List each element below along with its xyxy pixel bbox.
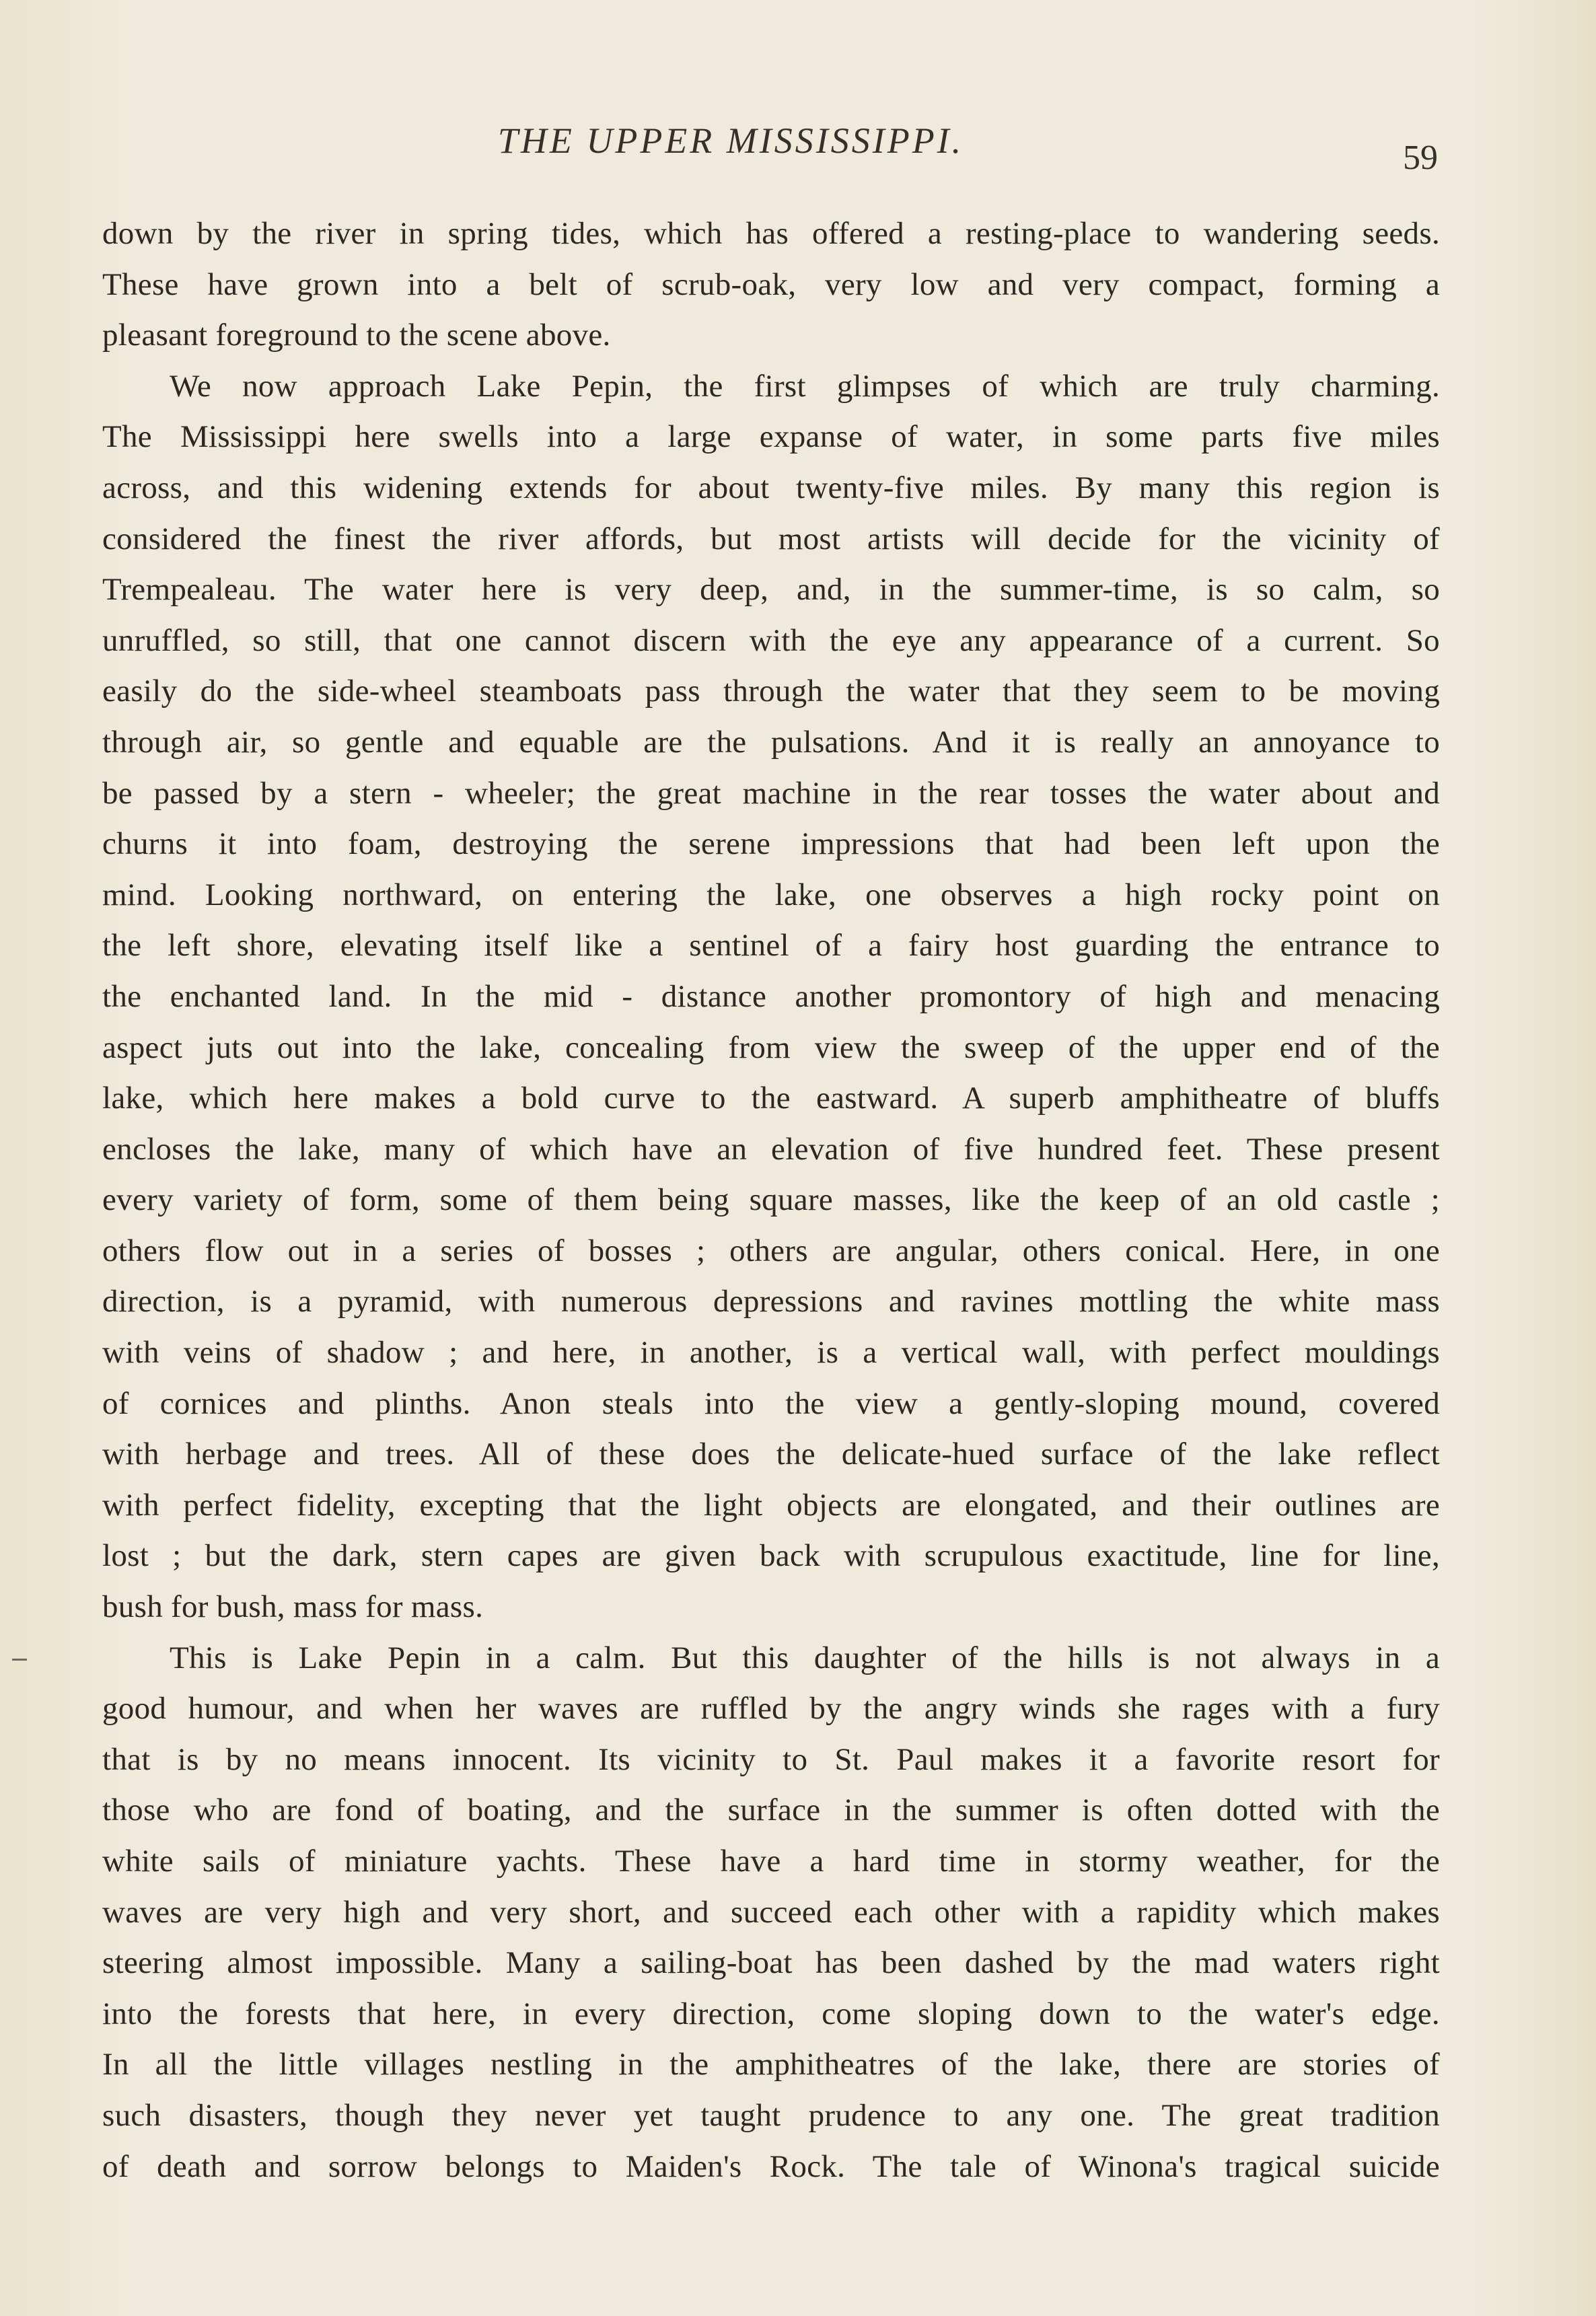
text-line: churns it into foam, destroying the serene impressions that had been left upon the [102,826,1440,862]
text-line: considered the finest the river affords, but most artists will decide for the vicinity of [102,521,1440,556]
text-line: that is by no means innocent. Its vicinity to St. Paul makes it a favorite resort for [102,1741,1440,1777]
text-line: white sails of miniature yachts. These have a hard time in stormy weather, for the [102,1844,1440,1879]
text-line: encloses the lake, many of which have an elevation of five hundred feet. These present [102,1131,1440,1167]
text-line: those who are fond of boating, and the surface in the summer is often dotted with the [102,1793,1440,1828]
running-head-title: THE UPPER MISSISSIPPI. [497,120,964,161]
text-line: We now approach Lake Pepin, the first glimpses of which are truly charming. [170,368,1440,404]
text-line: unruffled, so still, that one cannot discern with the eye any appearance of a current. So [102,622,1440,658]
text-line: others flow out in a series of bosses ; others are angular, others conical. Here, in one [102,1233,1440,1268]
body-text [102,209,1440,2192]
text-line: mind. Looking northward, on entering the lake, one observes a high rocky point on [102,877,1440,912]
text-line: pleasant foreground to the scene above. [102,318,611,353]
text-line: In all the little villages nestling in the amphitheatres of the lake, there are stories of [102,2047,1440,2083]
text-line: The Mississippi here swells into a large expanse of water, in some parts five miles [102,419,1440,455]
text-line: good humour, and when her waves are ruffled by the angry winds she rages with a fury [102,1691,1440,1727]
text-line: This is Lake Pepin in a calm. But this daughter of the hills is not always in a [170,1640,1440,1675]
text-line: across, and this widening extends for about twenty-five miles. By many this region is [102,470,1440,505]
text-line: waves are very high and very short, and succeed each other with a rapidity which makes [102,1894,1440,1930]
running-head [0,120,1596,161]
text-line: steering almost impossible. Many a sailing-boat has been dashed by the mad waters right [102,1945,1440,1981]
text-line: These have grown into a belt of scrub-oak, very low and very compact, forming a [102,266,1440,302]
text-line: the enchanted land. In the mid - distance another promontory of high and menacing [102,978,1440,1014]
text-line: every variety of form, some of them being square masses, like the keep of an old castle ; [102,1182,1440,1218]
text-line: the left shore, elevating itself like a sentinel of a fairy host guarding the entrance to [102,928,1440,964]
margin-mark [12,1659,27,1661]
text-line: with perfect fidelity, excepting that the light objects are elongated, and their outlines are [102,1487,1440,1523]
text-line: with veins of shadow ; and here, in another, is a vertical wall, with perfect mouldings [102,1335,1440,1371]
text-line: such disasters, though they never yet taught prudence to any one. The great tradition [102,2097,1440,2133]
text-line: bush for bush, mass for mass. [102,1589,484,1625]
text-line: direction, is a pyramid, with numerous depressions and ravines mottling the white mass [102,1284,1440,1319]
text-line: lost ; but the dark, stern capes are given back with scrupulous exactitude, line for line, [102,1538,1440,1574]
text-line: Trempealeau. The water here is very deep, and, in the summer-time, is so calm, so [102,572,1440,608]
text-line: of cornices and plinths. Anon steals into the view a gently-sloping mound, covered [102,1385,1440,1421]
text-line: into the forests that here, in every direction, come sloping down to the water's edge. [102,1996,1440,2031]
text-line: with herbage and trees. All of these does the delicate-hued surface of the lake reflect [102,1437,1440,1472]
text-line: aspect juts out into the lake, concealing from view the sweep of the upper end of the [102,1029,1440,1065]
text-line: lake, which here makes a bold curve to the eastward. A superb amphitheatre of bluffs [102,1081,1440,1116]
text-line: down by the river in spring tides, which has offered a resting-place to wandering seeds. [102,216,1440,251]
page-number: 59 [1403,139,1438,177]
text-line: through air, so gentle and equable are the pulsations. And it is really an annoyance to [102,724,1440,760]
text-line: of death and sorrow belongs to Maiden's Rock. The tale of Winona's tragical suicide [102,2148,1440,2184]
text-line: be passed by a stern - wheeler; the great machine in the rear tosses the water about and [102,775,1440,811]
text-line: easily do the side-wheel steamboats pass through the water that they seem to be moving [102,674,1440,709]
